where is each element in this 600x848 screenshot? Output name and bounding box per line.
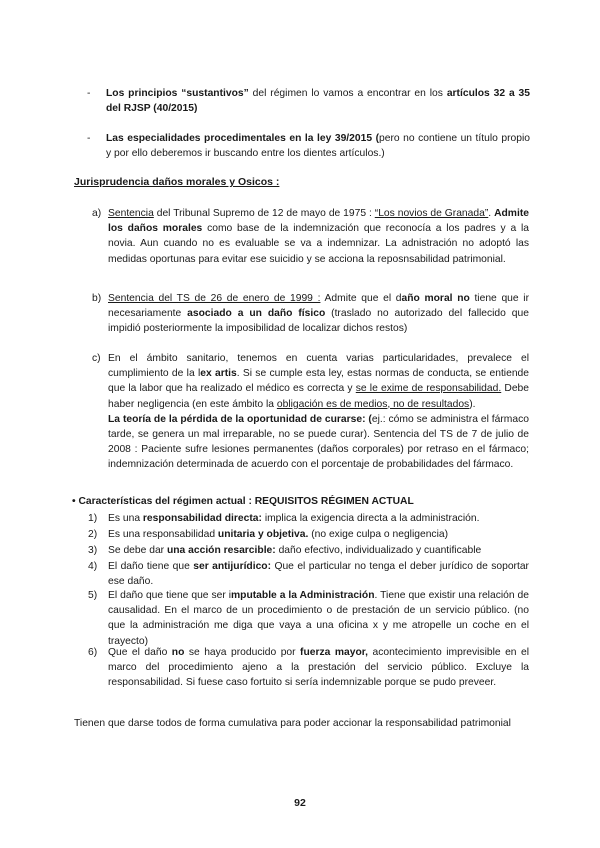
list-item-b: b) Sentencia del TS de 26 de enero de 1999 : Admite que el daño moral no tiene que ir necesariamente asociado a un daño físico (traslado no autorizado del fallecido que impidió posteriormente la imposibilidad de localizar dichos restos) [92, 293, 530, 335]
dash-marker: - [87, 133, 91, 144]
dash-item-especialidades: - Las especialidades procedimentales en la ley 39/2015 (pero no contiene un título propio y por ello deberemos ir buscando entre los dientes artículos.) [87, 133, 531, 160]
dash-item-principios: - Los principios “sustantivos” del régimen lo vamos a encontrar en los artículos 32 a 35 del RJSP (40/2015) [87, 88, 530, 115]
list-item-a: a) Sentencia del Tribunal Supremo de 12 de mayo de 1975 : “Los novios de Granada”. Admite los daños morales como base de la indemnización que reconocía a los padres y a la novia. Aun cuando no es evaluable se va a indemnizar. La adnistración no adoptó las medidas oportunas para evitar ese suicidio y se acciona la reposnsabilidad patrimonial. [92, 208, 529, 265]
requirement-item: 5) El daño que tiene que ser imputable a la Administración. Tiene que existir una relación de causalidad. En el marco de un procedimiento o de prestación de un servicio público. (no que la administración me diga que vaya a una oficina x y me atropelle un coche en el trayecto) [88, 590, 529, 647]
dash-marker: - [87, 88, 91, 99]
requirement-item: 2) Es una responsabilidad unitaria y objetiva. (no exige culpa o negligencia) [88, 529, 449, 540]
requirement-item: 1) Es una responsabilidad directa: implica la exigencia directa a la administración. [88, 513, 480, 524]
requirement-item: 3) Se debe dar una acción resarcible: daño efectivo, individualizado y cuantificable [88, 545, 482, 556]
section-heading: Jurisprudencia daños morales y Osicos : [74, 176, 280, 188]
requirement-item: 6) Que el daño no se haya producido por fuerza mayor, acontecimiento imprevisible en el marco del procedimiento ajeno a la prestación del servicio público. Excluye la responsabilidad. Si fuese caso fortuito si sería indemnizable porque se pudo preveer. [88, 647, 530, 689]
requirement-item: 4) El daño tiene que ser antijurídico: Que el particular no tenga el deber jurídico de soportar ese daño. [88, 561, 529, 588]
list-item-c: c) En el ámbito sanitario, tenemos en cuenta varias particularidades, prevalece el cumplimiento de la lex artis. Si se cumple esta ley, estas normas de conducta, se entiende que la labor que ha realizado el médico es correcta y se le exime de responsabilidad. Debe haber negligencia (en este ámbito la obligación es de medios, no de resultados). La teoría de la pérdida de la oportunidad de curarse: (ej.: cómo se administra el fármaco tarde, se genera un mal irreparable, no se puede curar). Sentencia del TS de 7 de julio de 2008 : Paciente sufre lesiones permanentes (daños corporales) por retraso en el fármaco; indemnización determinada de acuerdo con el porcentaje de probabilidades del fármaco. [92, 353, 529, 471]
page-number: 92 [294, 797, 306, 809]
closing-paragraph: Tienen que darse todos de forma cumulativa para poder accionar la responsabilidad patrimonial [74, 718, 511, 729]
requirements-heading: • Características del régimen actual : REQUISITOS RÉGIMEN ACTUAL [72, 496, 414, 507]
